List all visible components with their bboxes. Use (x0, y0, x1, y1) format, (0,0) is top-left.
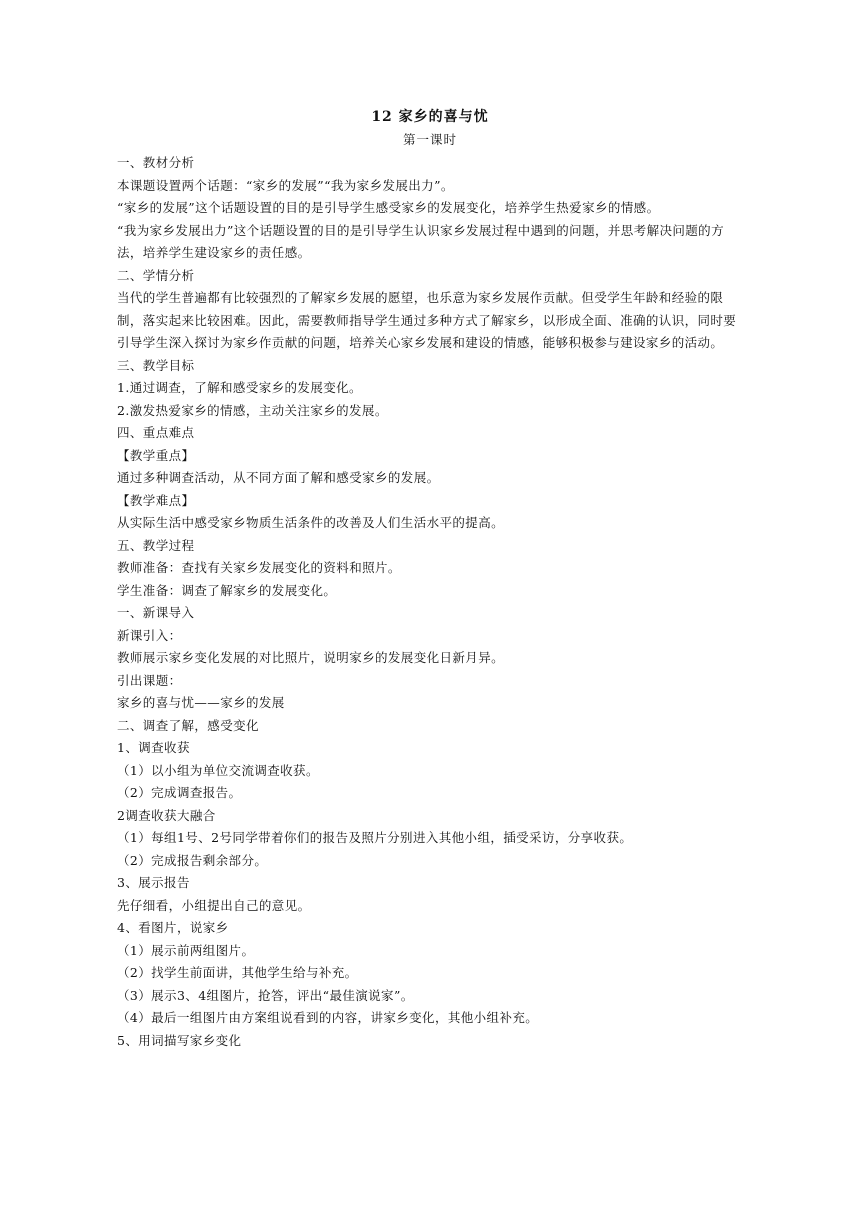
document-body (117, 152, 747, 1052)
text-line: 二、调查了解，感受变化 (117, 717, 259, 733)
text-line: 教师准备：查找有关家乡发展变化的资料和照片。 (117, 560, 401, 575)
text-line: 4、看图片，说家乡 (117, 920, 229, 935)
text-line: （4）最后一组图片由方案组说看到的内容，讲家乡变化，其他小组补充。 (117, 1010, 539, 1025)
text-line: 二、学情分析 (117, 267, 195, 283)
text-line: 一、新课导入 (117, 605, 195, 620)
text-line: （2）找学生前面讲，其他学生给与补充。 (117, 965, 358, 980)
text-line: “我为家乡发展出力”这个话题设置的目的是引导学生认识家乡发展过程中遇到的问题，并思考解决问题的方法，培养学生建设家乡的责任感。 (117, 222, 724, 260)
text-line: （1）展示前两组图片。 (117, 942, 255, 958)
text-line: 当代的学生普遍都有比较强烈的了解家乡发展的愿望，也乐意为家乡发展作贡献。但受学生年龄和经验的限制，落实起来比较困难。因此，需要教师指导学生通过多种方式了解家乡，以形成全面、准确的认识，同时要引导学生深入探讨为家乡作贡献的问题，培养关心家乡发展和建设的情感，能够积极参与建设家乡的活动。 (117, 290, 737, 350)
text-line: 本课题设置两个话题：“家乡的发展”“我为家乡发展出力”。 (117, 177, 454, 193)
text-line: 1.通过调查，了解和感受家乡的发展变化。 (117, 380, 362, 395)
text-line: 先仔细看，小组提出自己的意见。 (117, 897, 311, 913)
text-line: （1）以小组为单位交流调查收获。 (117, 762, 319, 778)
text-line: 四、重点难点 (117, 425, 195, 440)
text-line: 5、用词描写家乡变化 (117, 1032, 242, 1048)
text-line: 教师展示家乡变化发展的对比照片，说明家乡的发展变化日新月异。 (117, 650, 505, 665)
text-line: （2）完成报告剩余部分。 (117, 852, 268, 868)
text-line: 2.激发热爱家乡的情感，主动关注家乡的发展。 (117, 402, 388, 418)
text-line: 1、调查收获 (117, 740, 190, 755)
text-line: 三、教学目标 (117, 357, 195, 373)
text-line: 引出课题： (117, 672, 182, 688)
text-line: “家乡的发展”这个话题设置的目的是引导学生感受家乡的发展变化，培养学生热爱家乡的情感。 (117, 200, 660, 215)
text-line: （1）每组1号、2号同学带着你们的报告及照片分别进入其他小组，插受采访，分享收获。 (117, 830, 633, 845)
page-subtitle: 第一课时 (402, 132, 457, 147)
text-line: 从实际生活中感受家乡物质生活条件的改善及人们生活水平的提高。 (117, 515, 505, 530)
text-line: （2）完成调查报告。 (117, 785, 242, 800)
text-line: 家乡的喜与忧——家乡的发展 (117, 695, 285, 710)
page-title: 12 家乡的喜与忧 (371, 109, 489, 125)
text-line: （3）展示3、4组图片，抢答，评出“最佳演说家”。 (117, 987, 414, 1003)
text-line: 3、展示报告 (117, 875, 190, 890)
text-line: 【教学难点】 (117, 492, 195, 508)
text-line: 新课引入： (117, 627, 182, 643)
text-line: 学生准备：调查了解家乡的发展变化。 (117, 582, 337, 598)
text-line: 【教学重点】 (117, 447, 195, 463)
text-line: 五、教学过程 (117, 537, 195, 553)
text-line: 2调查收获大融合 (117, 807, 216, 823)
text-line: 一、教材分析 (117, 155, 195, 170)
text-line: 通过多种调查活动，从不同方面了解和感受家乡的发展。 (117, 470, 440, 485)
